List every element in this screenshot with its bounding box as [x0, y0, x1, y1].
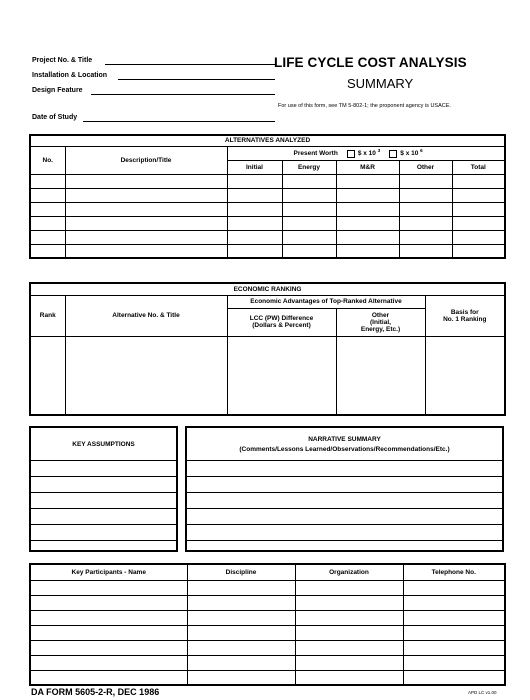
participant-row [30, 610, 505, 625]
date-of-study-label: Date of Study [32, 114, 78, 121]
basis-line-2: No. 1 Ranking [443, 315, 487, 323]
ranking-cell-rank[interactable] [30, 336, 65, 415]
narrative-line[interactable] [187, 508, 502, 524]
economic-advantages-header: Economic Advantages of Top-Ranked Alternative [227, 295, 425, 308]
alternative-cell-total[interactable] [452, 244, 505, 258]
narrative-summary-box [185, 426, 504, 552]
participant-row [30, 655, 505, 670]
project-label: Project No. & Title [32, 57, 93, 64]
alternative-cell-description[interactable] [65, 202, 227, 216]
ranking-cell-lcc[interactable] [227, 336, 336, 415]
participant-cell-discipline[interactable] [187, 670, 295, 685]
participant-cell-telephone[interactable] [403, 640, 505, 655]
participant-cell-telephone[interactable] [403, 610, 505, 625]
participant-cell-organization[interactable] [295, 595, 403, 610]
participants-rows [30, 580, 505, 685]
date-of-study-field[interactable] [84, 113, 274, 122]
participant-cell-name[interactable] [30, 595, 187, 610]
millions-checkbox[interactable] [389, 150, 397, 158]
alternatives-rows [30, 174, 505, 258]
ranking-cell-basis[interactable] [425, 336, 505, 415]
participant-cell-organization[interactable] [295, 670, 403, 685]
alternative-row [30, 174, 505, 188]
alternative-cell-other[interactable] [399, 202, 452, 216]
alternative-cell-mr[interactable] [336, 188, 399, 202]
alternative-row [30, 202, 505, 216]
participant-row [30, 670, 505, 685]
participant-cell-discipline[interactable] [187, 595, 295, 610]
participant-cell-telephone[interactable] [403, 625, 505, 640]
alternative-cell-energy[interactable] [282, 216, 336, 230]
alternative-cell-energy[interactable] [282, 244, 336, 258]
alternative-cell-other[interactable] [399, 174, 452, 188]
key-assumption-line[interactable] [31, 492, 176, 508]
alternative-cell-initial[interactable] [227, 230, 282, 244]
participant-cell-discipline[interactable] [187, 610, 295, 625]
col-header-initial: Initial [227, 160, 282, 174]
other-line-3: Energy, Etc.) [360, 325, 401, 333]
narrative-line[interactable] [187, 540, 502, 556]
alternative-cell-description[interactable] [65, 188, 227, 202]
key-assumptions-box [29, 426, 178, 552]
col-header-telephone: Telephone No. [403, 564, 505, 580]
key-assumption-line[interactable] [31, 508, 176, 524]
alternative-row [30, 188, 505, 202]
narrative-line[interactable] [187, 476, 502, 492]
project-field[interactable] [106, 56, 274, 65]
thousands-exponent: 3 [377, 148, 381, 154]
alternative-cell-total[interactable] [452, 188, 505, 202]
col-header-energy: Energy [282, 160, 336, 174]
alternative-cell-total[interactable] [452, 174, 505, 188]
ranking-table [29, 282, 506, 416]
participant-cell-organization[interactable] [295, 580, 403, 595]
col-header-discipline: Discipline [187, 564, 295, 580]
key-assumption-line[interactable] [31, 540, 176, 556]
narrative-line[interactable] [187, 460, 502, 476]
participant-cell-telephone[interactable] [403, 655, 505, 670]
present-worth-row [227, 146, 505, 160]
lcc-line-2: (Dollars & Percent) [252, 322, 311, 329]
participant-cell-name[interactable] [30, 670, 187, 685]
participant-cell-discipline[interactable] [187, 655, 295, 670]
design-feature-field[interactable] [92, 86, 274, 95]
alternative-row [30, 216, 505, 230]
other-line-2: (Initial, [370, 318, 391, 326]
participant-cell-name[interactable] [30, 640, 187, 655]
participant-cell-name[interactable] [30, 610, 187, 625]
ranking-cell-other[interactable] [336, 336, 425, 415]
alternative-cell-initial[interactable] [227, 202, 282, 216]
alternative-cell-total[interactable] [452, 202, 505, 216]
alternative-cell-initial[interactable] [227, 244, 282, 258]
participant-cell-discipline[interactable] [187, 580, 295, 595]
key-assumption-line[interactable] [31, 524, 176, 540]
ranking-heading: ECONOMIC RANKING [30, 283, 505, 295]
alternative-cell-energy[interactable] [282, 202, 336, 216]
alternative-cell-energy[interactable] [282, 188, 336, 202]
installation-label: Installation & Location [32, 72, 108, 79]
participant-cell-organization[interactable] [295, 640, 403, 655]
alternative-cell-initial[interactable] [227, 216, 282, 230]
participant-cell-organization[interactable] [295, 655, 403, 670]
participant-cell-name[interactable] [30, 580, 187, 595]
lcc-line-1: LCC (PW) Difference [249, 315, 314, 322]
millions-unit: $ x 10 [400, 150, 419, 158]
col-header-organization: Organization [295, 564, 403, 580]
col-header-other: Other [399, 160, 452, 174]
alternative-cell-mr[interactable] [336, 244, 399, 258]
alternatives-heading: ALTERNATIVES ANALYZED [30, 135, 505, 146]
participant-cell-name[interactable] [30, 655, 187, 670]
alternative-cell-mr[interactable] [336, 202, 399, 216]
narrative-heading: NARRATIVE SUMMARY [308, 436, 381, 443]
alternative-cell-mr[interactable] [336, 174, 399, 188]
narrative-line[interactable] [187, 524, 502, 540]
alternative-cell-other[interactable] [399, 188, 452, 202]
alternative-row [30, 230, 505, 244]
ranking-cell-alternative[interactable] [65, 336, 227, 415]
alternative-cell-no[interactable] [30, 216, 65, 230]
alternative-cell-other[interactable] [399, 244, 452, 258]
alternative-cell-no[interactable] [30, 230, 65, 244]
form-number: DA FORM 5605-2-R, DEC 1986 [31, 687, 160, 697]
participant-cell-discipline[interactable] [187, 625, 295, 640]
alternative-cell-initial[interactable] [227, 188, 282, 202]
design-feature-label: Design Feature [32, 87, 83, 94]
alternatives-table [29, 134, 506, 259]
participant-row [30, 625, 505, 640]
participants-table [29, 563, 506, 686]
alternative-cell-description[interactable] [65, 216, 227, 230]
participant-row [30, 580, 505, 595]
alternative-cell-no[interactable] [30, 174, 65, 188]
narrative-subheading: (Comments/Lessons Learned/Observations/Recommendations/Etc.) [239, 446, 450, 453]
alternative-cell-description[interactable] [65, 174, 227, 188]
alternative-cell-description[interactable] [65, 230, 227, 244]
col-header-other-advantages [336, 308, 425, 336]
col-header-no: No. [30, 146, 65, 174]
participant-cell-telephone[interactable] [403, 670, 505, 685]
participant-cell-telephone[interactable] [403, 580, 505, 595]
basis-line-1: Basis for [450, 308, 479, 316]
col-header-participant-name: Key Participants - Name [30, 564, 187, 580]
alternative-cell-energy[interactable] [282, 230, 336, 244]
col-header-description: Description/Title [65, 146, 227, 174]
alternative-cell-no[interactable] [30, 188, 65, 202]
key-assumption-line[interactable] [31, 460, 176, 476]
key-assumptions-lines [31, 460, 176, 556]
key-assumption-line[interactable] [31, 476, 176, 492]
participant-row [30, 595, 505, 610]
participant-row [30, 640, 505, 655]
alternative-cell-initial[interactable] [227, 174, 282, 188]
narrative-line[interactable] [187, 492, 502, 508]
thousands-unit: $ x 10 [357, 150, 376, 158]
alternative-cell-description[interactable] [65, 244, 227, 258]
alternative-cell-no[interactable] [30, 244, 65, 258]
col-header-total: Total [452, 160, 505, 174]
alternative-cell-total[interactable] [452, 216, 505, 230]
other-line-1: Other [371, 311, 390, 319]
col-header-alternative: Alternative No. & Title [65, 295, 227, 336]
present-worth-label: Present Worth [293, 150, 338, 158]
participant-cell-discipline[interactable] [187, 640, 295, 655]
alternative-cell-total[interactable] [452, 230, 505, 244]
col-header-lcc [227, 308, 336, 336]
alternative-cell-other[interactable] [399, 216, 452, 230]
alternative-cell-no[interactable] [30, 202, 65, 216]
thousands-checkbox[interactable] [347, 150, 355, 158]
form-subtitle: SUMMARY [347, 76, 414, 91]
alternative-cell-energy[interactable] [282, 174, 336, 188]
alternative-cell-other[interactable] [399, 230, 452, 244]
participant-cell-organization[interactable] [295, 625, 403, 640]
col-header-rank: Rank [30, 295, 65, 336]
key-assumptions-heading: KEY ASSUMPTIONS [72, 441, 135, 448]
alternative-cell-mr[interactable] [336, 216, 399, 230]
alternative-cell-mr[interactable] [336, 230, 399, 244]
participant-cell-organization[interactable] [295, 610, 403, 625]
form-version: APD LC v1.00 [468, 690, 497, 695]
ranking-entry-row [30, 336, 505, 415]
installation-field[interactable] [119, 71, 274, 80]
alternative-row [30, 244, 505, 258]
millions-exponent: 6 [420, 148, 423, 154]
col-header-basis [425, 295, 505, 336]
form-usage-note: For use of this form, see TM 5-802-1; the proponent agency is USACE. [278, 103, 451, 109]
col-header-mr: M&R [336, 160, 399, 174]
participant-cell-telephone[interactable] [403, 595, 505, 610]
form-title: LIFE CYCLE COST ANALYSIS [274, 55, 467, 70]
narrative-lines [187, 460, 502, 556]
participant-cell-name[interactable] [30, 625, 187, 640]
